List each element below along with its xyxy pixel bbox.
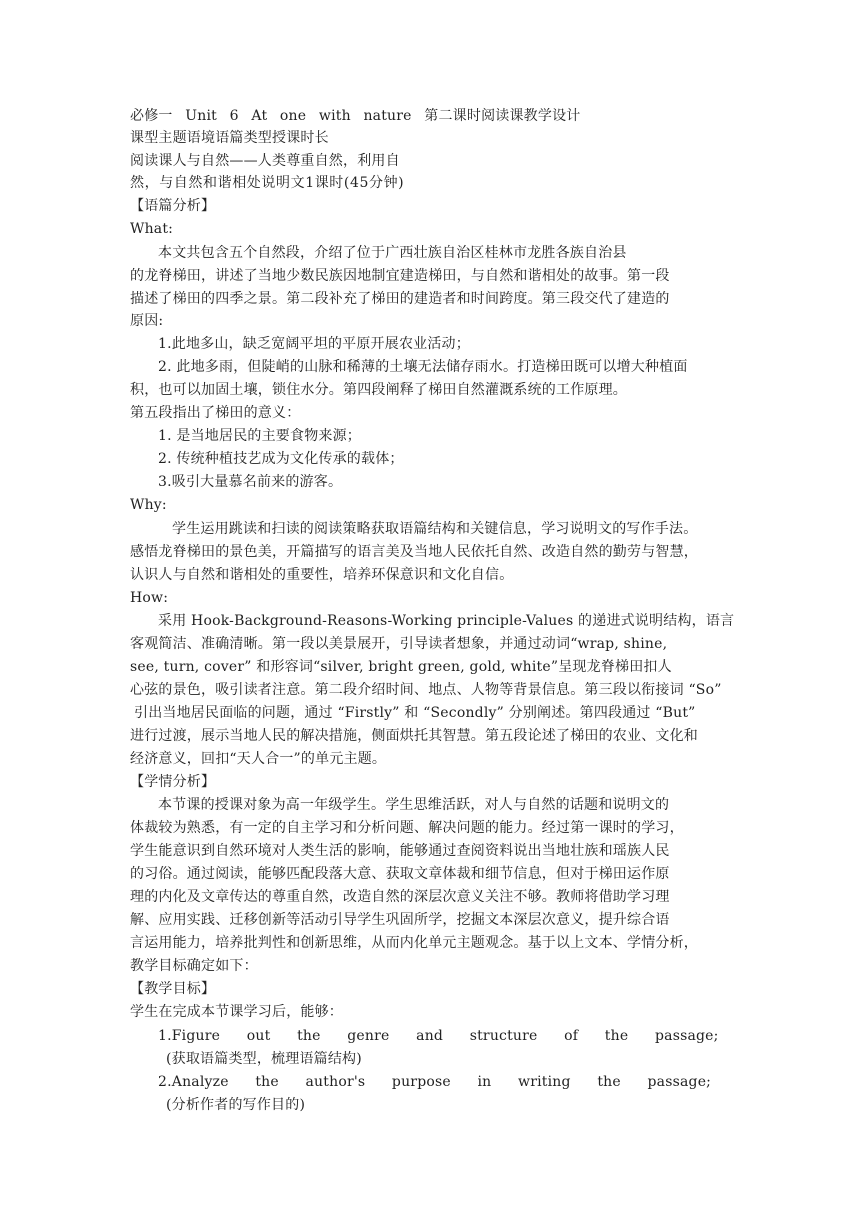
list-item: 2. 此地多雨，但陡峭的山脉和稀薄的土壤无法储存雨水。打造梯田既可以增大种植面 — [158, 359, 688, 375]
subheading-how: How: — [130, 590, 169, 606]
paragraph-line: 学生运用跳读和扫读的阅读策略获取语篇结构和关键信息，学习说明文的写作手法。 — [172, 521, 698, 537]
section-heading-student-analysis: 【学情分析】 — [130, 774, 216, 790]
paragraph-line: 积，也可以加固土壤，锁住水分。第四段阐释了梯田自然灌溉系统的工作原理。 — [130, 382, 627, 398]
paragraph-line: 经济意义，回扣“天人合一”的单元主题。 — [130, 751, 387, 767]
paragraph-line: 客观简洁、准确清晰。第一段以美景展开，引导读者想象，并通过动词“wrap, shine, — [130, 636, 668, 652]
paragraph-line: 认识人与自然和谐相处的重要性，培养环保意识和文化自信。 — [130, 567, 514, 583]
paragraph-line: 解、应用实践、迁移创新等活动引导学生巩固所学，挖掘文本深层次意义，提升综合语 — [130, 912, 670, 928]
paragraph-line: 感悟龙脊梯田的景色美，开篇描写的语言美及当地人民依托自然、改造自然的勤劳与智慧， — [130, 544, 698, 560]
list-item: 3.吸引大量慕名前来的游客。 — [158, 474, 343, 490]
list-item: 1.此地多山，缺乏宽阔平坦的平原开展农业活动； — [158, 336, 470, 352]
subheading-what: What: — [130, 221, 174, 237]
paragraph-line: 心弦的景色，吸引读者注意。第二段介绍时间、地点、人物等背景信息。第三段以衔接词 “So” — [130, 682, 722, 698]
header-values-cont: 然，与自然和谐相处说明文1课时(45分钟) — [130, 175, 405, 191]
paragraph-line: 描述了梯田的四季之景。第二段补充了梯田的建造者和时间跨度。第三段交代了建造的 — [130, 291, 670, 307]
paragraph-line: 进行过渡，展示当地人民的解决措施，侧面烘托其智慧。第五段论述了梯田的农业、文化和 — [130, 728, 698, 744]
paragraph-line: 第五段指出了梯田的意义： — [130, 405, 301, 421]
paragraph-line: 学生在完成本节课学习后，能够： — [130, 1004, 343, 1020]
section-heading-text-analysis: 【语篇分析】 — [130, 198, 216, 214]
document-title: 必修一 Unit 6 At one with nature 第二课时阅读课教学设计 — [130, 108, 581, 124]
paragraph-line: 本文共包含五个自然段，介绍了位于广西壮族自治区桂林市龙胜各族自治县 — [158, 245, 627, 261]
section-heading-teaching-objectives: 【教学目标】 — [130, 981, 216, 997]
paragraph-line: 的龙脊梯田，讲述了当地少数民族因地制宜建造梯田，与自然和谐相处的故事。第一段 — [130, 268, 670, 284]
objective-item: 1.Figure out the genre and structure of the passage; — [158, 1028, 719, 1044]
paragraph-line: 的习俗。通过阅读，能够匹配段落大意、获取文章体裁和细节信息，但对于梯田运作原 — [130, 866, 670, 882]
paragraph-line: 原因: — [130, 313, 164, 329]
paragraph-line: 采用 Hook-Background-Reasons-Working principle-Values 的递进式说明结构，语言 — [158, 613, 735, 629]
header-row: 课型主题语境语篇类型授课时长 — [130, 130, 329, 146]
objective-note: (获取语篇类型，梳理语篇结构) — [166, 1051, 362, 1067]
paragraph-line: 引出当地居民面临的问题，通过 “Firstly” 和 “Secondly” 分别阐述。第四段通过 “But” — [134, 705, 696, 721]
paragraph-line: 体裁较为熟悉，有一定的自主学习和分析问题、解决问题的能力。经过第一课时的学习， — [130, 820, 684, 836]
paragraph-line: 言运用能力，培养批判性和创新思维，从而内化单元主题观念。基于以上文本、学情分析， — [130, 935, 698, 951]
subheading-why: Why: — [130, 497, 167, 513]
paragraph-line: 本节课的授课对象为高一年级学生。学生思维活跃，对人与自然的话题和说明文的 — [158, 797, 670, 813]
paragraph-line: 理的内化及文章传达的尊重自然，改造自然的深层次意义关注不够。教师将借助学习理 — [130, 889, 670, 905]
objective-item: 2.Analyze the author's purpose in writing the passage; — [158, 1074, 712, 1090]
objective-note: (分析作者的写作目的) — [166, 1097, 306, 1113]
list-item: 1. 是当地居民的主要食物来源； — [158, 428, 362, 444]
paragraph-line: 学生能意识到自然环境对人类生活的影响，能够通过查阅资料说出当地壮族和瑶族人民 — [130, 843, 670, 859]
list-item: 2. 传统种植技艺成为文化传承的载体； — [158, 451, 404, 467]
header-values: 阅读课人与自然——人类尊重自然，利用自 — [130, 153, 400, 169]
paragraph-line: see, turn, cover” 和形容词“silver, bright green, gold, white”呈现龙脊梯田扣人 — [130, 659, 672, 675]
paragraph-line: 教学目标确定如下： — [130, 958, 258, 974]
